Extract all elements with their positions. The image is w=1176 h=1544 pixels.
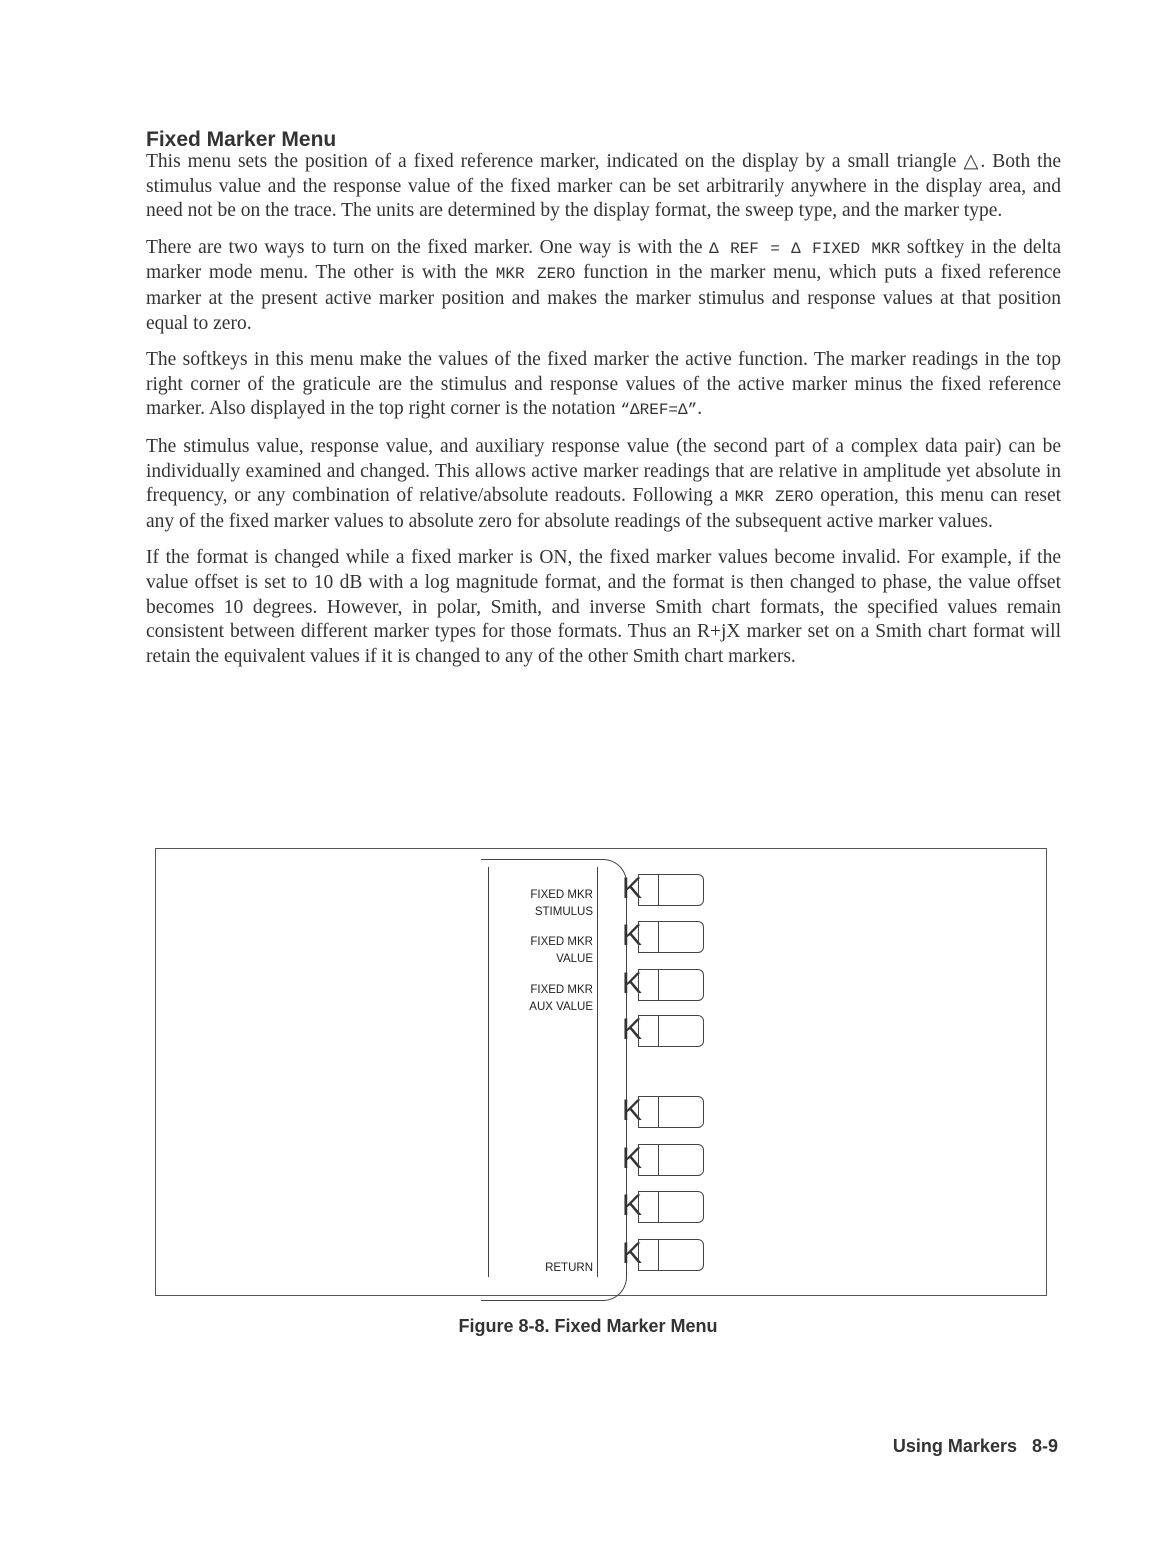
- paragraph-format: If the format is changed while a fixed marker is ON, the fixed marker values become invalid. For example, if the value offset is set to 10 dB with a log magnitude format, and the format is then changed to phase, the value offset becomes 10 degrees. However, in polar, Smith, and inverse Smith chart formats, the specified values remain consistent between different marker types for those formats. Thus an R+jX marker set on a Smith chart format will retain the equivalent values if it is changed to any of the other Smith chart markers.: [146, 547, 1061, 667]
- softkey-mkr-zero: MKR ZERO: [734, 488, 814, 507]
- softkey-4: K: [622, 1013, 704, 1047]
- page-footer: Using Markers 8-9: [892, 1436, 1058, 1456]
- paragraph-intro: This menu sets the position of a fixed reference marker, indicated on the display by a small triangle △. Both the stimulus value and the response value of the fixed marker can be set arbitrarily anywhere in the display area, and need not be on the trace. The units are determined by the display format, the sweep type, and the marker type.: [146, 151, 1061, 222]
- text: function in the marker menu, which puts a fixed reference marker at the present active marker position and makes the marker stimulus and response values at that position equal to zero.: [146, 262, 1062, 334]
- text: softkey in the delta marker mode menu. The other is with the: [146, 236, 1061, 284]
- figure-fixed-marker-menu: [155, 848, 1047, 1296]
- paragraph-turn-on: [146, 236, 1061, 336]
- section-heading: Fixed Marker Menu: [146, 128, 337, 151]
- paragraph-values: [146, 435, 1061, 534]
- figure-caption: Figure 8-8. Fixed Marker Menu: [458, 1316, 718, 1336]
- text: There are two ways to turn on the fixed marker. One way is with the: [146, 236, 703, 258]
- text: The stimulus value, response value, and auxiliary response value (the second part of a complex data pair) can be individually examined and changed. This allows active marker readings that are relative in amplitude yet absolute in frequency, or any combination of relative/absolute readouts. Following a: [146, 435, 1061, 507]
- softkey-ref-fixed-mkr: Δ REF = Δ FIXED MKR: [709, 239, 901, 258]
- softkey-7: K: [622, 1189, 704, 1223]
- softkey-6: K: [622, 1142, 704, 1176]
- softkey-mkr-zero: MKR ZERO: [495, 265, 576, 284]
- softkey-8: K: [622, 1237, 704, 1271]
- softkey-label-1: FIXED MKR STIMULUS: [530, 889, 593, 918]
- notation: “ΔREF=Δ”: [620, 401, 698, 420]
- paragraph-softkeys: [146, 348, 1061, 423]
- softkey-2: K: [622, 919, 704, 953]
- body-text: [146, 150, 1061, 681]
- softkey-label-2: FIXED MKR VALUE: [530, 936, 593, 965]
- text: The softkeys in this menu make the values of the fixed marker the active function. The marker readings in the top right corner of the graticule are the stimulus and response values of the active marker minus the fixed reference marker. Also displayed in the top right corner is the notation: [146, 349, 1061, 420]
- text: .: [697, 398, 703, 420]
- softkey-label-return: RETURN: [545, 1262, 593, 1274]
- softkey-menu-panel: [488, 867, 598, 1277]
- softkey-5: K: [622, 1094, 704, 1128]
- softkey-1: K: [622, 872, 704, 906]
- softkey-label-3: FIXED MKR AUX VALUE: [529, 984, 593, 1013]
- text: operation, this menu can reset any of the fixed marker values to absolute zero for absolute readings of the subsequent active marker values.: [146, 485, 1062, 532]
- softkey-3: K: [622, 967, 704, 1001]
